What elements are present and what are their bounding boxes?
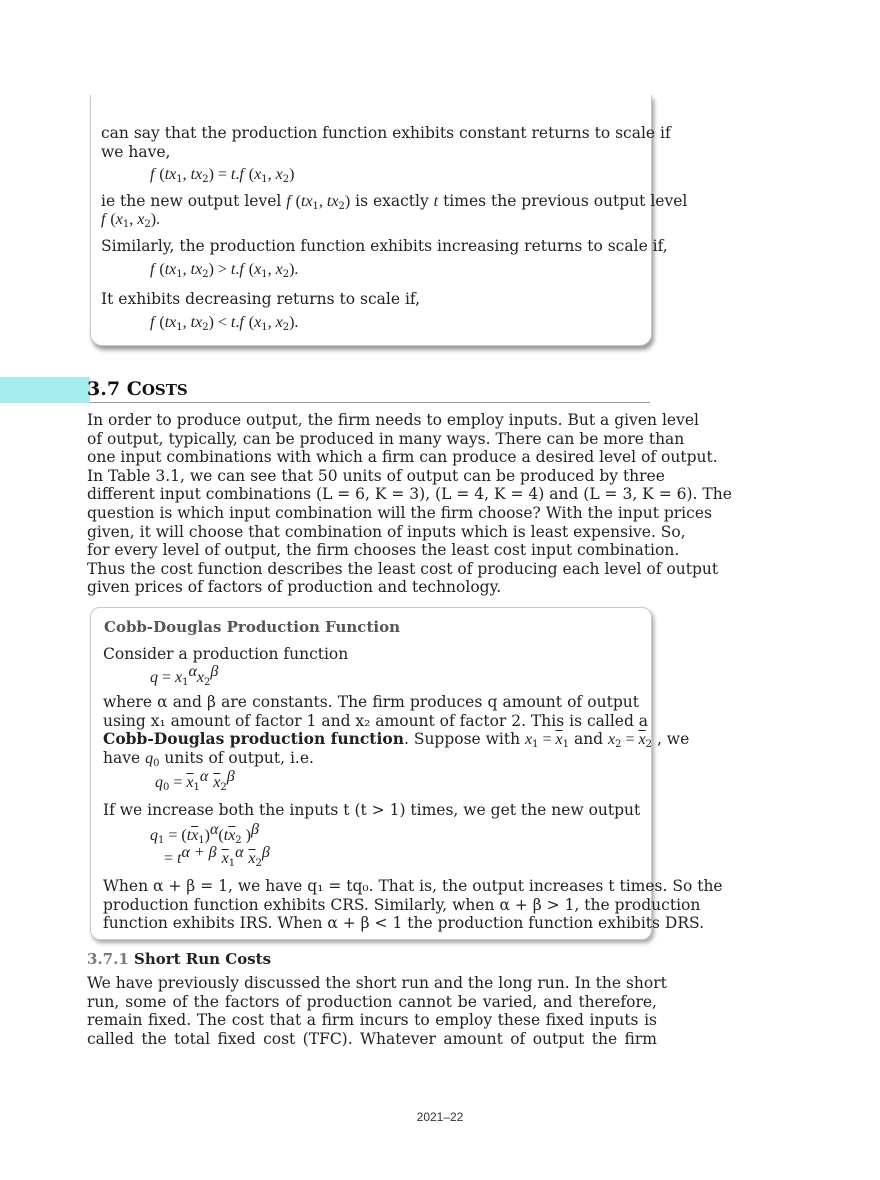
paragraph-line: for every level of output, the firm chooses the least cost input combination.	[87, 541, 680, 560]
paragraph-line: called the total fixed cost (TFC). Whatever amount of output the firm	[87, 1029, 657, 1048]
paragraph-line: given, it will choose that combination of inputs which is least expensive. So,	[87, 522, 686, 541]
irs-text: Similarly, the production function exhibits increasing returns to scale if,	[101, 237, 668, 255]
q0-equation: $q_0 = \overline{x}_1^\alpha$ $\overline{x}_2^\beta$	[155, 768, 235, 793]
drs-text: It exhibits decreasing returns to scale if,	[101, 290, 421, 308]
conclusion-line: When α + β = 1, we have q₁ = tq₀. That is, the output increases t times. So the	[103, 877, 723, 895]
q1-equation-expanded: = $t^{\alpha + \beta}$ $\overline{x}_1^\alpha$ $\overline{x}_2^\beta$	[164, 844, 270, 869]
cobb-douglas-term-line: Cobb-Douglas production function. Suppose with $x_1 = \overline{x}_1$ and $x_2 = \overline{x}_2$ , we	[103, 729, 690, 750]
paragraph-line: one input combinations with which a firm can produce a desired level of output.	[87, 448, 718, 467]
section-marker-bar	[0, 377, 90, 403]
crs-equation: f ($tx_1$, $tx_2) = t.f$ ($x_1$, $x_2$)	[150, 166, 295, 185]
box1-line1: can say that the production function exhibits constant returns to scale if	[101, 124, 671, 142]
irs-equation: f ($tx_1$, $tx_2) > t.f$ ($x_1$, $x_2$).	[150, 261, 299, 280]
paragraph-line: Thus the cost function describes the least cost of producing each level of output	[87, 559, 719, 578]
cobb-douglas-equation: $q = x_1^\alpha x_2^\beta$	[150, 663, 219, 688]
conclusion-line: function exhibits IRS. When α + β < 1 the production function exhibits DRS.	[103, 914, 704, 932]
short-run-paragraph	[87, 974, 667, 1048]
paragraph-line: In Table 3.1, we can see that 50 units of output can be produced by three	[87, 466, 665, 485]
subsection-title: 3.7.1 Short Run Costs	[87, 950, 272, 968]
drs-equation: f ($tx_1$, $tx_2) < t.f$ ($x_1$, $x_2$).	[150, 314, 299, 333]
cobb-douglas-conclusion	[103, 877, 723, 933]
paragraph-line: remain fixed. The cost that a firm incurs to employ these fixed inputs is	[87, 1011, 657, 1030]
paragraph-line: question is which input combination will the firm choose? With the input prices	[87, 503, 712, 522]
paragraph-line: different input combinations (L = 6, K = 3), (L = 4, K = 4) and (L = 3, K = 6). The	[87, 485, 732, 504]
where-line: using x₁ amount of factor 1 and x₂ amount of factor 2. This is called a	[103, 711, 649, 730]
where-line: where α and β are constants. The firm produces q amount of output	[103, 693, 639, 711]
costs-paragraph	[87, 411, 732, 597]
crs-explanation: ie the new output level f ($tx_1$, $tx_2$) is exactly t times the previous output level	[101, 192, 688, 212]
paragraph-line: of output, typically, can be produced in many ways. There can be more than	[87, 429, 685, 448]
paragraph-line: We have previously discussed the short run and the long run. In the short	[87, 974, 667, 992]
section-title: 3.7 COSTS	[87, 378, 188, 400]
cobb-douglas-have-line: have $q_0$ units of output, i.e.	[103, 749, 314, 769]
cobb-douglas-heading: Cobb-Douglas Production Function	[104, 618, 400, 636]
cobb-douglas-intro: Consider a production function	[103, 645, 349, 663]
paragraph-line: given prices of factors of production and technology.	[87, 578, 502, 597]
crs-explanation-cont: f ($x_1$, $x_2$).	[101, 211, 161, 230]
cobb-douglas-increase: If we increase both the inputs t (t > 1) times, we get the new output	[103, 801, 641, 819]
q1-equation: $q_1 = (t\overline{x}_1)^\alpha(t\overline{x}_2$ )$^\beta$	[150, 821, 259, 846]
paragraph-line: run, some of the factors of production cannot be varied, and therefore,	[87, 992, 657, 1011]
page-footer-year: 2021–22	[416, 1110, 464, 1124]
cobb-douglas-where	[103, 693, 649, 730]
conclusion-line: production function exhibits CRS. Similarly, when α + β > 1, the production	[103, 895, 701, 914]
paragraph-line: In order to produce output, the firm needs to employ inputs. But a given level	[87, 411, 699, 429]
box1-line2: we have,	[101, 143, 171, 161]
section-underline	[90, 402, 650, 403]
